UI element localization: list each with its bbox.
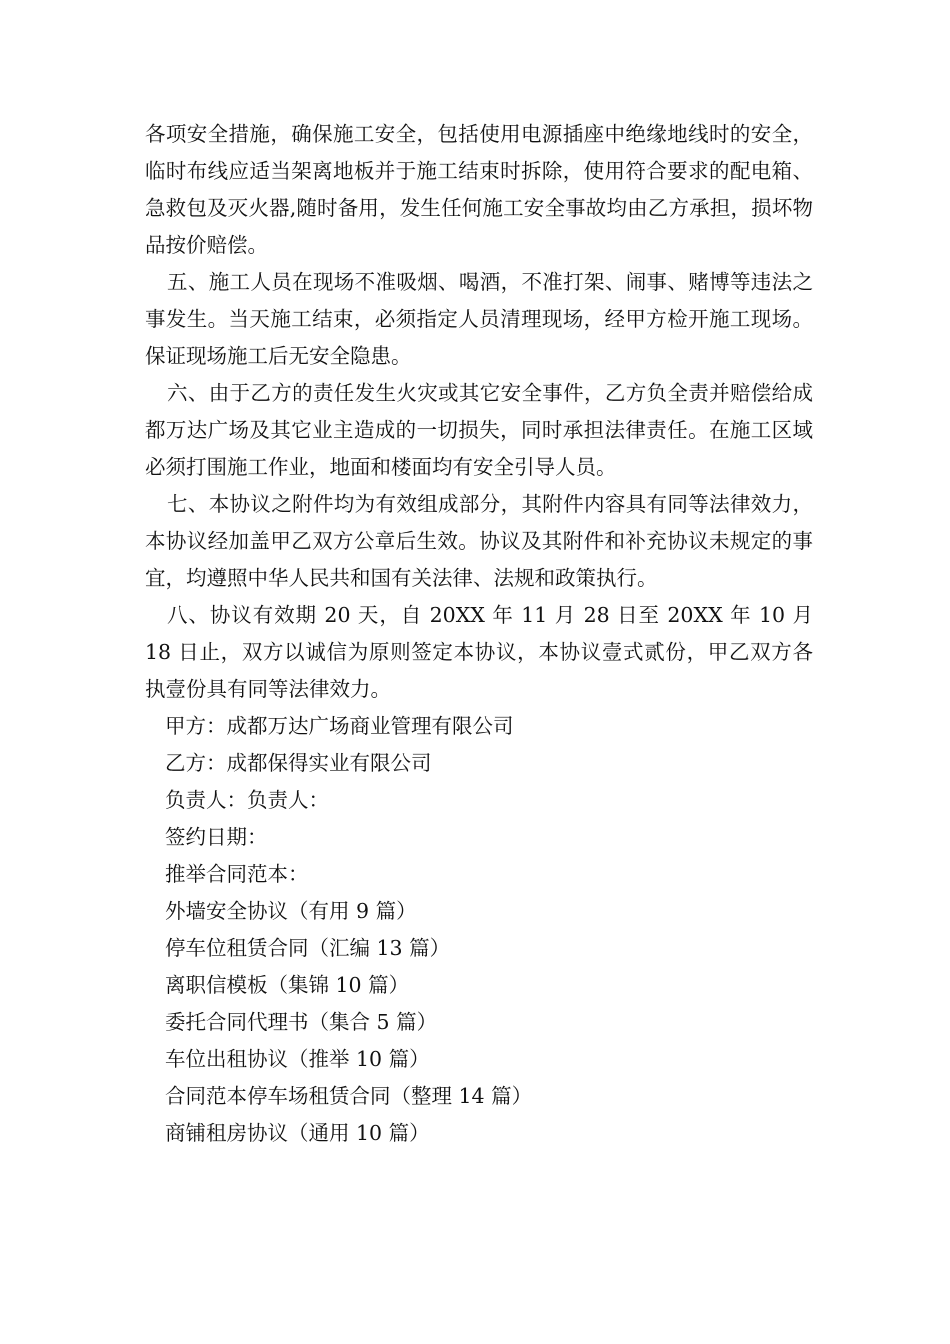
party-a-line: 甲方：成都万达广场商业管理有限公司 (165, 714, 514, 738)
recommend-item[interactable]: 商铺租房协议（通用 10 篇） (165, 1121, 430, 1145)
recommend-item[interactable]: 外墙安全协议（有用 9 篇） (165, 899, 417, 923)
signature-block (145, 708, 813, 856)
responsible-person-line: 负责人：负责人： (165, 788, 329, 812)
document-body (145, 116, 813, 1152)
paragraph-safety-measures: 各项安全措施，确保施工安全，包括使用电源插座中绝缘地线时的安全，临时布线应适当架离地板并于施工结束时拆除，使用符合要求的配电箱、急救包及灭火器,随时备用，发生任何施工安全事故均由乙方承担，损坏物品按价赔偿。 (145, 122, 813, 257)
paragraph-clause-5: 五、施工人员在现场不准吸烟、喝酒，不准打架、闹事、赌博等违法之事发生。当天施工结束，必须指定人员清理现场，经甲方检开施工现场。保证现场施工后无安全隐患。 (145, 270, 813, 368)
recommend-item[interactable]: 停车位租赁合同（汇编 13 篇） (165, 936, 451, 960)
party-b-line: 乙方：成都保得实业有限公司 (165, 751, 432, 775)
recommend-item[interactable]: 委托合同代理书（集合 5 篇） (165, 1010, 438, 1034)
sign-date-line: 签约日期： (165, 825, 268, 849)
paragraph-clause-7: 七、本协议之附件均为有效组成部分，其附件内容具有同等法律效力，本协议经加盖甲乙双方公章后生效。协议及其附件和补充协议未规定的事宜，均遵照中华人民共和国有关法律、法规和政策执行。 (145, 492, 813, 590)
recommended-templates (145, 856, 813, 1152)
recommend-item[interactable]: 车位出租协议（推举 10 篇） (165, 1047, 430, 1071)
recommend-heading: 推举合同范本： (165, 862, 309, 886)
paragraph-clause-6: 六、由于乙方的责任发生火灾或其它安全事件，乙方负全责并赔偿给成都万达广场及其它业主造成的一切损失，同时承担法律责任。在施工区域必须打围施工作业，地面和楼面均有安全引导人员。 (145, 381, 813, 479)
recommend-item[interactable]: 离职信模板（集锦 10 篇） (165, 973, 410, 997)
recommend-item[interactable]: 合同范本停车场租赁合同（整理 14 篇） (165, 1084, 533, 1108)
paragraph-clause-8: 八、协议有效期 20 天，自 20XX 年 11 月 28 日至 20XX 年 10 月 18 日止，双方以诚信为原则签定本协议，本协议壹式贰份，甲乙双方各执壹份具有同等法律效力。 (145, 603, 813, 701)
